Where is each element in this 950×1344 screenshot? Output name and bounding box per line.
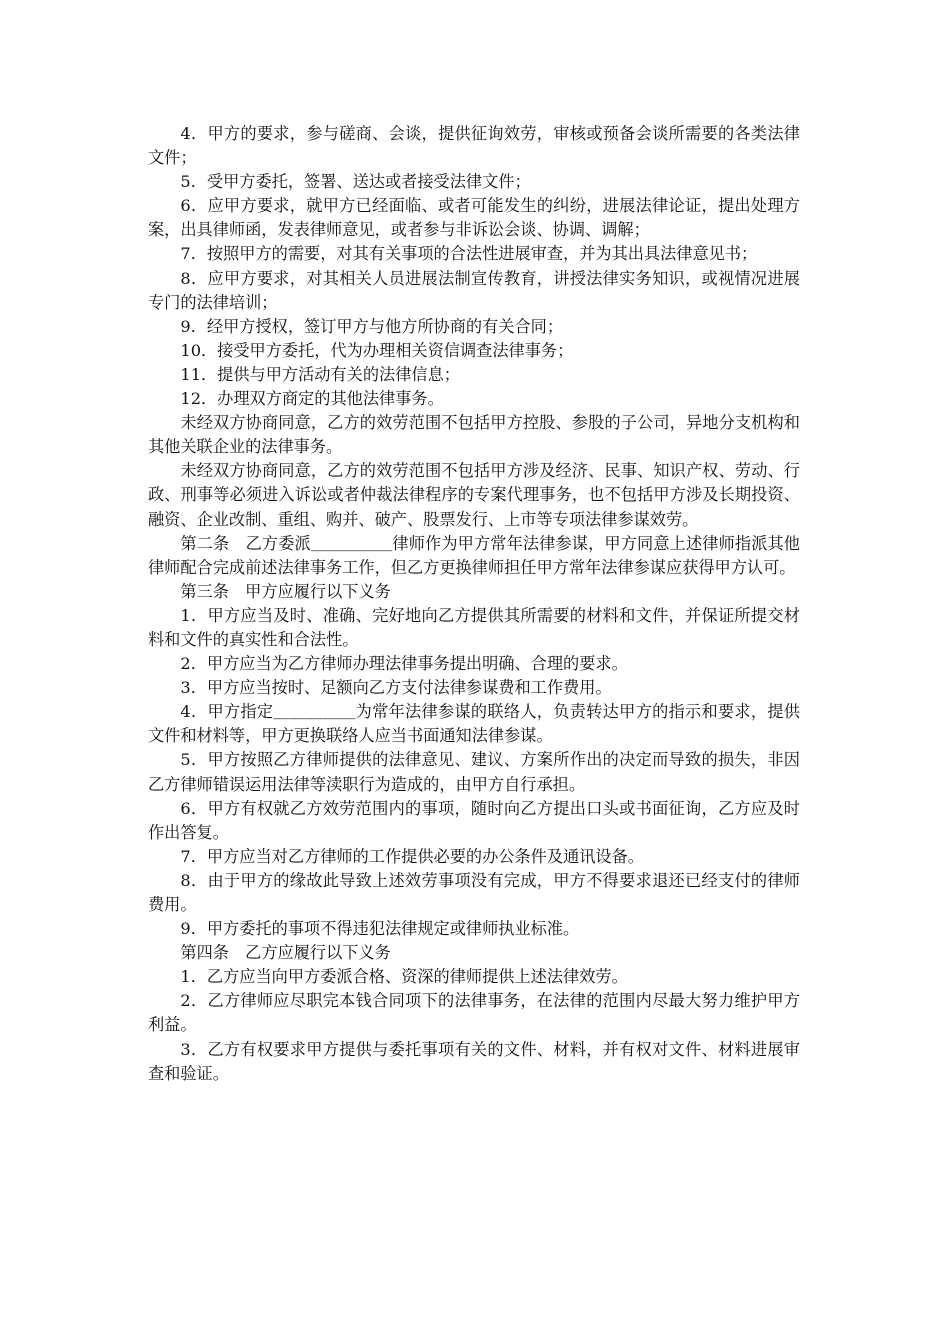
paragraph-item-9: 9．经甲方授权，签订甲方与他方所协商的有关合同； [180,316,564,336]
paragraph-item-11: 11．提供与甲方活动有关的法律信息； [180,364,460,384]
article-3-item-4: 4．甲方指定＿＿＿＿＿为常年法律参谋的联络人，负责转达甲方的指示和要求，提供文件和材料等，甲方更换联络人应当书面通知法律参谋。 [148,702,800,746]
article-4-item-2: 2．乙方律师应尽职完本钱合同项下的法律事务，在法律的范围内尽最大努力维护甲方利益。 [148,991,800,1035]
article-3-item-7: 7．甲方应当对乙方律师的工作提供必要的办公条件及通讯设备。 [180,846,644,866]
article-3-item-6: 6．甲方有权就乙方效劳范围内的事项，随时向乙方提出口头或书面征询，乙方应及时作出答复。 [148,798,800,842]
paragraph-item-12: 12．办理双方商定的其他法律事务。 [180,389,444,409]
article-4-item-3: 3．乙方有权要求甲方提供与委托事项有关的文件、材料，并有权对文件、材料进展审查和验证。 [148,1039,800,1083]
article-3-item-1: 1．甲方应当及时、准确、完好地向乙方提供其所需要的材料和文件，并保证所提交材料和文件的真实性和合法性。 [148,605,800,649]
article-3-heading: 第三条 甲方应履行以下义务 [180,581,391,601]
article-3-item-8: 8．由于甲方的缘故此导致上述效劳事项没有完成，甲方不得要求退还已经支付的律师费用。 [148,870,800,914]
article-3-item-9: 9．甲方委托的事项不得违犯法律规定或律师执业标准。 [180,919,580,939]
paragraph-item-6: 6．应甲方要求，就甲方已经面临、或者可能发生的纠纷，进展法律论证，提出处理方案，出具律师函，发表律师意见，或者参与非诉讼会谈、协调、调解； [148,196,800,240]
article-2: 第二条 乙方委派＿＿＿＿＿律师作为甲方常年法律参谋，甲方同意上述律师指派其他律师配合完成前述法律事务工作，但乙方更换律师担任甲方常年法律参谋应获得甲方认可。 [148,533,800,577]
paragraph-item-7: 7．按照甲方的需要，对其有关事项的合法性进展审查，并为其出具法律意见书； [180,244,758,264]
article-3-item-5: 5．甲方按照乙方律师提供的法律意见、建议、方案所作出的决定而导致的损失，非因乙方律师错误运用法律等渎职行为造成的，由甲方自行承担。 [148,750,800,794]
paragraph-scope-exclusion-2: 未经双方协商同意，乙方的效劳范围不包括甲方涉及经济、民事、知识产权、劳动、行政、刑事等必须进入诉讼或者仲裁法律程序的专案代理事务，也不包括甲方涉及长期投资、融资、企业改制、重组、购并、破产、股票发行、上市等专项法律参谋效劳。 [148,461,800,529]
paragraph-item-5: 5．受甲方委托，签署、送达或者接受法律文件； [180,172,531,192]
paragraph-item-4: 4．甲方的要求，参与磋商、会谈，提供征询效劳，审核或预备会谈所需要的各类法律文件； [148,124,800,168]
paragraph-item-10: 10．接受甲方委托，代为办理相关资信调查法律事务； [180,340,574,360]
article-3-item-2: 2．甲方应当为乙方律师办理法律事务提出明确、合理的要求。 [180,654,628,674]
article-3-item-3: 3．甲方应当按时、足额向乙方支付法律参谋费和工作费用。 [180,678,612,698]
article-4-item-1: 1．乙方应当向甲方委派合格、资深的律师提供上述法律效劳。 [180,967,628,987]
paragraph-item-8: 8．应甲方要求，对其相关人员进展法制宣传教育，讲授法律实务知识，或视情况进展专门的法律培训； [148,268,800,312]
paragraph-scope-exclusion-1: 未经双方协商同意，乙方的效劳范围不包括甲方控股、参股的子公司，异地分支机构和其他关联企业的法律事务。 [148,413,800,457]
article-4-heading: 第四条 乙方应履行以下义务 [180,943,391,963]
